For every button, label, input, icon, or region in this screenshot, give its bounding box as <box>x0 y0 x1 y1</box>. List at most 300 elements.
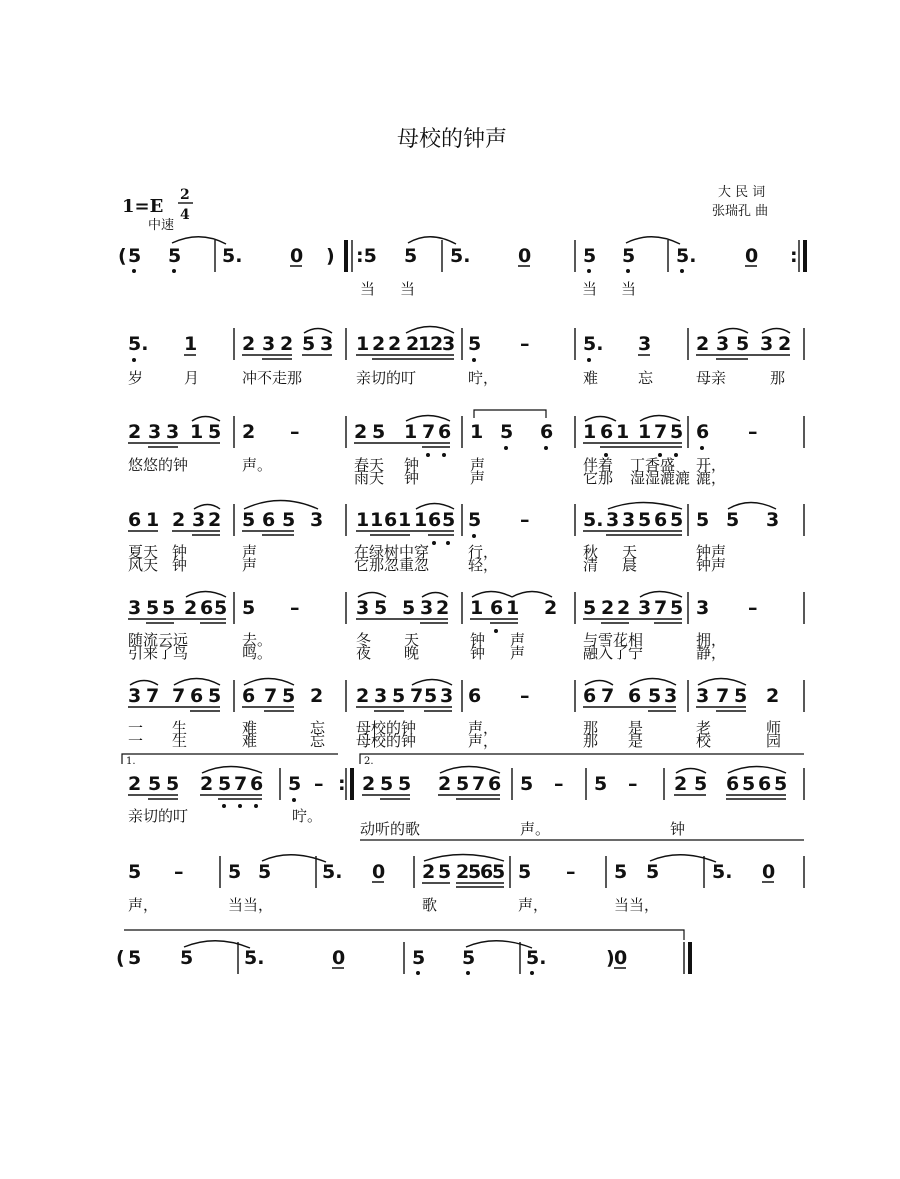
lyric: 声， <box>128 896 159 914</box>
lyric: 忘 <box>638 369 654 387</box>
note: 5 <box>288 773 302 795</box>
note: 6 <box>242 685 256 707</box>
lyric-verse-2: 钟 <box>470 644 486 662</box>
lyric: 老 <box>696 719 712 737</box>
note: 5 <box>456 773 470 795</box>
lyric: 天 <box>622 543 638 561</box>
lyric-verse-2: 晨 <box>622 556 638 574</box>
low-octave-dot <box>494 629 498 633</box>
note: 2 <box>601 597 615 619</box>
lyric: 师 <box>766 719 782 737</box>
note: – <box>566 861 576 883</box>
lyric: 一 <box>128 719 144 737</box>
note: : <box>790 245 798 267</box>
note: 5 <box>670 597 684 619</box>
note: 2 <box>674 773 688 795</box>
note: 2 <box>438 773 452 795</box>
note: 7 <box>654 421 668 443</box>
note: 5 <box>282 509 296 531</box>
note: 5 <box>128 245 142 267</box>
note: 6 <box>480 861 494 883</box>
lyric-verse-2: 钟声 <box>696 556 727 574</box>
lyric: 秋 <box>583 543 599 561</box>
lyric: 声 <box>510 631 526 649</box>
low-octave-dot <box>587 269 591 273</box>
lyric-verse-2: 引来了鸟 <box>128 644 189 662</box>
note: 2 <box>128 773 142 795</box>
note: 6 <box>250 773 264 795</box>
low-octave-dot <box>442 453 446 457</box>
lyric-verse-2: 钟 <box>172 556 188 574</box>
lyric: 钟声 <box>696 543 727 561</box>
note: 6 <box>758 773 772 795</box>
note: 1 <box>583 421 597 443</box>
note: 2 <box>430 333 444 355</box>
lyric-verse-2: 它那忽重忽 <box>354 556 430 574</box>
note: 6 <box>540 421 554 443</box>
note: 5 <box>162 597 176 619</box>
note: 5. <box>676 245 697 267</box>
note: 1 <box>470 597 484 619</box>
lyric: 声。 <box>242 456 273 474</box>
note: 3 <box>374 685 388 707</box>
lyric-verse-2: 母校的钟 <box>356 732 417 750</box>
lyric-verse-2: 难 <box>242 732 258 750</box>
time-signature-top: 2 <box>180 187 190 203</box>
system-9 <box>116 930 690 975</box>
note: 6 <box>428 509 442 531</box>
lyric: 去。 <box>242 631 273 649</box>
lyric-verse-2: 动听的歌 <box>360 820 421 838</box>
lyric: 亲切的叮 <box>356 369 417 387</box>
note: 5 <box>402 597 416 619</box>
note: 6 <box>262 509 276 531</box>
low-octave-dot <box>472 534 476 538</box>
note: 5 <box>774 773 788 795</box>
note: 5 <box>468 333 482 355</box>
note: 1 <box>470 421 484 443</box>
note: 2 <box>172 509 186 531</box>
lyric-verse-2: 湿湿漉漉 <box>630 469 691 487</box>
note: 3 <box>310 509 324 531</box>
note: 5 <box>374 597 388 619</box>
note: – <box>554 773 564 795</box>
note: 3 <box>716 333 730 355</box>
lyric: 当当， <box>228 896 274 914</box>
lyric: 那 <box>770 369 786 387</box>
lyric: 声 <box>470 456 486 474</box>
note: 6 <box>190 685 204 707</box>
note: 3 <box>166 421 180 443</box>
note: 5 <box>242 509 256 531</box>
volta-bracket-1 <box>122 754 338 764</box>
lyric: 冬 <box>356 631 372 649</box>
note: 2 <box>184 597 198 619</box>
note: 2 <box>406 333 420 355</box>
note: 2 <box>422 861 436 883</box>
note: 0 <box>762 861 776 883</box>
note: – <box>314 773 324 795</box>
note: 0 <box>518 245 532 267</box>
volta-bracket-2 <box>360 754 804 764</box>
song-title: 母校的钟声 <box>396 127 508 152</box>
note: 3 <box>766 509 780 531</box>
note: 1 <box>616 421 630 443</box>
lyric: 与雪花相 <box>583 631 644 649</box>
note: 1 <box>398 509 412 531</box>
note: 5 <box>518 861 532 883</box>
lyric: 是 <box>628 719 644 737</box>
note: 2 <box>388 333 402 355</box>
lyric: 声， <box>518 896 549 914</box>
lyric: 当 <box>582 280 598 298</box>
note: 0 <box>332 947 346 969</box>
note: 3 <box>606 509 620 531</box>
note: 3 <box>128 597 142 619</box>
note: 5. <box>583 509 604 531</box>
note: 2 <box>544 597 558 619</box>
note: – <box>748 421 758 443</box>
note: 3 <box>696 685 710 707</box>
lyric-verse-2: 清 <box>583 556 599 574</box>
low-octave-dot <box>446 541 450 545</box>
composer-credit: 张瑞孔 曲 <box>712 204 769 219</box>
note: 5 <box>500 421 514 443</box>
note: 2 <box>436 597 450 619</box>
lyricist-credit: 大 民 词 <box>718 185 766 200</box>
system-3 <box>128 410 804 487</box>
tie <box>184 941 250 948</box>
lyric: 春天 <box>354 456 385 474</box>
lyric-verse-2: 风天 <box>128 556 159 574</box>
note: 2 <box>280 333 294 355</box>
lyric: 伴着 <box>583 456 614 474</box>
note: 2 <box>696 333 710 355</box>
note: 7 <box>172 685 186 707</box>
lyric: 在绿树中穿 <box>354 543 430 561</box>
note: 2 <box>354 421 368 443</box>
note: 5 <box>424 685 438 707</box>
note: 2 <box>766 685 780 707</box>
note: 5 <box>438 861 452 883</box>
lyric-verse-2: 晚 <box>404 644 420 662</box>
low-octave-dot <box>222 804 226 808</box>
note: 3 <box>622 509 636 531</box>
low-octave-dot <box>530 971 534 975</box>
lyric: 咛， <box>468 369 499 387</box>
lyric-verse-2: 夜 <box>356 644 372 662</box>
note: 5 <box>412 947 426 969</box>
lyric-verse-2: 钟 <box>670 820 686 838</box>
note: 6 <box>468 685 482 707</box>
lyric: 难 <box>583 369 599 387</box>
lyric: 拥， <box>696 631 727 649</box>
note: 6 <box>600 421 614 443</box>
note: – <box>520 685 530 707</box>
note: 1 <box>356 333 370 355</box>
note: 6 <box>128 509 142 531</box>
note: 3 <box>440 685 454 707</box>
low-octave-dot <box>472 358 476 362</box>
note: 5 <box>492 861 506 883</box>
note: 2 <box>778 333 792 355</box>
note: 5 <box>468 509 482 531</box>
note: 7 <box>472 773 486 795</box>
low-octave-dot <box>544 446 548 450</box>
note: 2 <box>310 685 324 707</box>
system-8 <box>128 855 804 915</box>
lyric-verse-2: 它那 <box>583 469 614 487</box>
lyric-verse-2: 声， <box>468 732 499 750</box>
tempo-marking: 中速 <box>148 218 175 233</box>
note: 5. <box>322 861 343 883</box>
note: 5 <box>462 947 476 969</box>
note: 5 <box>242 597 256 619</box>
lyric: 月 <box>184 369 200 387</box>
note: 2 <box>242 333 256 355</box>
lyric: 冲不走那 <box>242 369 303 387</box>
note: 1 <box>638 421 652 443</box>
lyric: 夏天 <box>128 543 159 561</box>
note: 5 <box>208 685 222 707</box>
note: 2 <box>356 685 370 707</box>
note: 5 <box>734 685 748 707</box>
low-octave-dot <box>426 453 430 457</box>
system-7 <box>122 754 804 840</box>
note: 7 <box>654 597 668 619</box>
lyric-verse-2: 声 <box>510 644 526 662</box>
low-octave-dot <box>416 971 420 975</box>
lyric: 生 <box>172 719 188 737</box>
note: 5 <box>392 685 406 707</box>
note: 1 <box>184 333 198 355</box>
lyric-verse-2: 轻， <box>468 556 499 574</box>
lyric: 钟 <box>470 631 486 649</box>
note: 1 <box>506 597 520 619</box>
note: 5 <box>208 421 222 443</box>
note: 5. <box>712 861 733 883</box>
note: ( <box>116 947 125 969</box>
lyric-verse-2: 校 <box>696 732 712 750</box>
tie <box>650 855 716 862</box>
lyric: 当 <box>400 280 416 298</box>
note: 5. <box>128 333 149 355</box>
lyric: 那 <box>583 719 599 737</box>
lyric: 钟 <box>404 456 420 474</box>
lyric: 亲切的叮 <box>128 807 189 825</box>
note: 1 <box>414 509 428 531</box>
note: 5 <box>694 773 708 795</box>
note: 5 <box>258 861 272 883</box>
note: 5 <box>372 421 386 443</box>
note: 7 <box>264 685 278 707</box>
lyric: 行， <box>468 543 499 561</box>
note: 5 <box>670 509 684 531</box>
note: 6 <box>200 597 214 619</box>
note: 5 <box>520 773 534 795</box>
note: 5 <box>742 773 756 795</box>
lyric-verse-2: 漉， <box>696 469 727 487</box>
note: 5 <box>302 333 316 355</box>
lyric-verse-2: 生 <box>172 732 188 750</box>
low-octave-dot <box>466 971 470 975</box>
note: 1 <box>418 333 432 355</box>
low-octave-dot <box>292 798 296 802</box>
note: : <box>338 773 346 795</box>
low-octave-dot <box>700 446 704 450</box>
note: – <box>520 509 530 531</box>
low-octave-dot <box>172 269 176 273</box>
key-signature: 1=E <box>122 196 164 217</box>
lyric: 开， <box>696 456 727 474</box>
note: 5 <box>282 685 296 707</box>
low-octave-dot <box>238 804 242 808</box>
note: 5 <box>404 245 418 267</box>
lyric: 咛。 <box>292 807 323 825</box>
low-octave-dot <box>504 446 508 450</box>
note: 2 <box>200 773 214 795</box>
low-octave-dot <box>587 358 591 362</box>
lyric: 母亲 <box>696 369 727 387</box>
system-4 <box>128 501 804 575</box>
note: 0 <box>745 245 759 267</box>
note: 5 <box>166 773 180 795</box>
note: 5 <box>442 509 456 531</box>
volta-label-2: 2. <box>364 756 374 767</box>
note: 3 <box>420 597 434 619</box>
note: 5 <box>380 773 394 795</box>
note: 2 <box>208 509 222 531</box>
lyric-verse-2: 是 <box>628 732 644 750</box>
tie <box>626 237 680 244</box>
lyric-verse-2: 静， <box>696 644 727 662</box>
note: 3 <box>128 685 142 707</box>
note: 5 <box>180 947 194 969</box>
note: ( <box>118 245 127 267</box>
note: 3 <box>148 421 162 443</box>
note: – <box>520 333 530 355</box>
tuplet-bracket <box>474 410 546 418</box>
note: 5. <box>526 947 547 969</box>
system-1 <box>118 237 805 298</box>
note: ) <box>606 947 615 969</box>
note: 7 <box>716 685 730 707</box>
note: 2 <box>372 333 386 355</box>
tie <box>408 237 456 244</box>
note: 5 <box>583 245 597 267</box>
note: 5 <box>146 597 160 619</box>
note: 5 <box>218 773 232 795</box>
note: 6 <box>384 509 398 531</box>
note: 0 <box>372 861 386 883</box>
note: 7 <box>234 773 248 795</box>
note: 5 <box>670 421 684 443</box>
volta-label-1: 1. <box>126 756 136 767</box>
lyric: 声， <box>468 719 499 737</box>
note: 3 <box>262 333 276 355</box>
note: 5 <box>594 773 608 795</box>
note: ) <box>326 245 335 267</box>
note: 5 <box>148 773 162 795</box>
note: 5 <box>228 861 242 883</box>
low-octave-dot <box>132 269 136 273</box>
note: 3 <box>638 597 652 619</box>
note: 5 <box>128 947 142 969</box>
note: 3 <box>320 333 334 355</box>
lyric: 声 <box>242 543 258 561</box>
lyric-verse-2: 钟 <box>404 469 420 487</box>
note: 3 <box>664 685 678 707</box>
low-octave-dot <box>680 269 684 273</box>
note: 5. <box>450 245 471 267</box>
system-5 <box>128 592 804 663</box>
note: 6 <box>628 685 642 707</box>
note: 3 <box>638 333 652 355</box>
lyric-verse-2: 声 <box>470 469 486 487</box>
note: 6 <box>583 685 597 707</box>
low-octave-dot <box>626 269 630 273</box>
note: 5. <box>222 245 243 267</box>
bracket-line <box>124 930 684 940</box>
system-2 <box>128 327 804 388</box>
note: 5 <box>614 861 628 883</box>
note: 5 <box>736 333 750 355</box>
lyric: 钟 <box>172 543 188 561</box>
lyric: 岁 <box>128 369 144 387</box>
tie <box>172 237 226 244</box>
lyric-verse-2: 融入了宁 <box>583 644 644 662</box>
note: 5 <box>128 861 142 883</box>
note: 0 <box>290 245 304 267</box>
note: 1 <box>356 509 370 531</box>
low-octave-dot <box>132 358 136 362</box>
lyric-verse-2: 雨天 <box>354 469 385 487</box>
note: 6 <box>726 773 740 795</box>
note: 7 <box>601 685 615 707</box>
low-octave-dot <box>432 541 436 545</box>
note: 3 <box>356 597 370 619</box>
note: 2 <box>128 421 142 443</box>
lyric: 天 <box>404 631 420 649</box>
lyric: 悠悠的钟 <box>128 456 189 474</box>
lyric-verse-2: 园 <box>766 732 782 750</box>
note: – <box>290 597 300 619</box>
note: 5 <box>648 685 662 707</box>
note: 5 <box>726 509 740 531</box>
note: 5 <box>583 597 597 619</box>
note: 1 <box>404 421 418 443</box>
note: 6 <box>490 597 504 619</box>
note: 3 <box>442 333 456 355</box>
lyric: 随流云远 <box>128 631 189 649</box>
lyric: 当 <box>360 280 376 298</box>
note: 7 <box>146 685 160 707</box>
note: 1 <box>370 509 384 531</box>
time-signature-bottom: 4 <box>180 207 190 223</box>
lyric-verse-2: 那 <box>583 732 599 750</box>
note: 1 <box>146 509 160 531</box>
note: – <box>174 861 184 883</box>
note: 6 <box>696 421 710 443</box>
note: 0 <box>614 947 628 969</box>
note: 7 <box>422 421 436 443</box>
note: 2 <box>362 773 376 795</box>
note: 3 <box>192 509 206 531</box>
note: 2 <box>617 597 631 619</box>
lyric: 难 <box>242 719 258 737</box>
note: 5. <box>244 947 265 969</box>
tie <box>466 941 532 948</box>
